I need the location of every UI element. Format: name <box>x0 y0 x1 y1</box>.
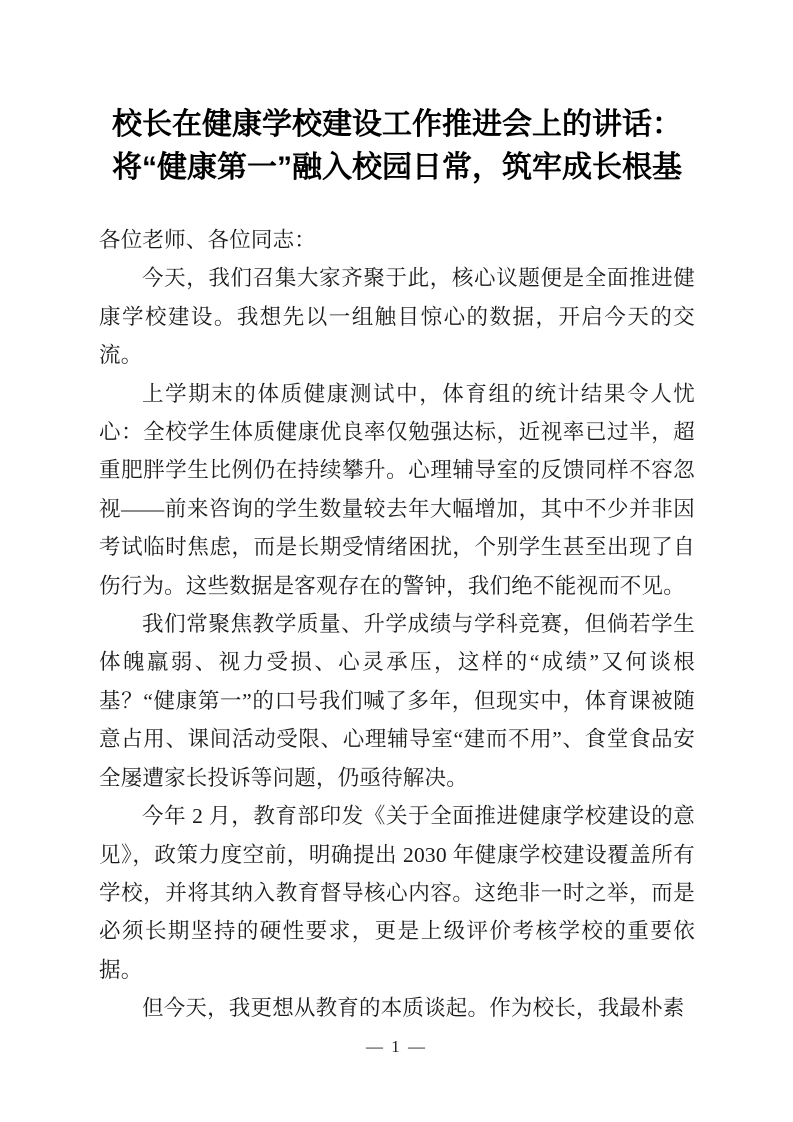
paragraph-3: 我们常聚焦教学质量、升学成绩与学科竞赛，但倘若学生体魄羸弱、视力受损、心灵承压，这样的“成绩”又何谈根基？“健康第一”的口号我们喊了多年，但现实中，体育课被随意占用、课间活动受限、心理辅导室“建而不用”、食堂食品安全屡遭家长投诉等问题，仍亟待解决。 <box>99 612 695 790</box>
paragraph-1: 今天，我们召集大家齐聚于此，核心议题便是全面推进健康学校建设。我想先以一组触目惊心的数据，开启今天的交流。 <box>99 266 695 368</box>
page-title: 校长在健康学校建设工作推进会上的讲话：将“健康第一”融入校园日常，筑牢成长根基 <box>112 108 682 184</box>
document-body <box>99 221 695 1028</box>
paragraph-4: 今年 2 月，教育部印发《关于全面推进健康学校建设的意见》，政策力度空前，明确提出 2030 年健康学校建设覆盖所有学校，并将其纳入教育督导核心内容。这绝非一时之举，而是必须长期坚持的硬性要求，更是上级评价考核学校的重要依据。 <box>99 804 695 982</box>
document-content <box>99 0 695 1028</box>
paragraph-5: 但今天，我更想从教育的本质谈起。作为校长，我最朴素 <box>142 996 685 1021</box>
salutation: 各位老师、各位同志： <box>99 228 317 252</box>
paragraph-2: 上学期末的体质健康测试中，体育组的统计结果令人忧心：全校学生体质健康优良率仅勉强达标，近视率已过半，超重肥胖学生比例仍在持续攀升。心理辅导室的反馈同样不容忽视——前来咨询的学生数量较去年大幅增加，其中不少并非因考试临时焦虑，而是长期受情绪困扰，个别学生甚至出现了自伤行为。这些数据是客观存在的警钟，我们绝不能视而不见。 <box>99 381 695 598</box>
page-number: — 1 — <box>366 1037 427 1056</box>
